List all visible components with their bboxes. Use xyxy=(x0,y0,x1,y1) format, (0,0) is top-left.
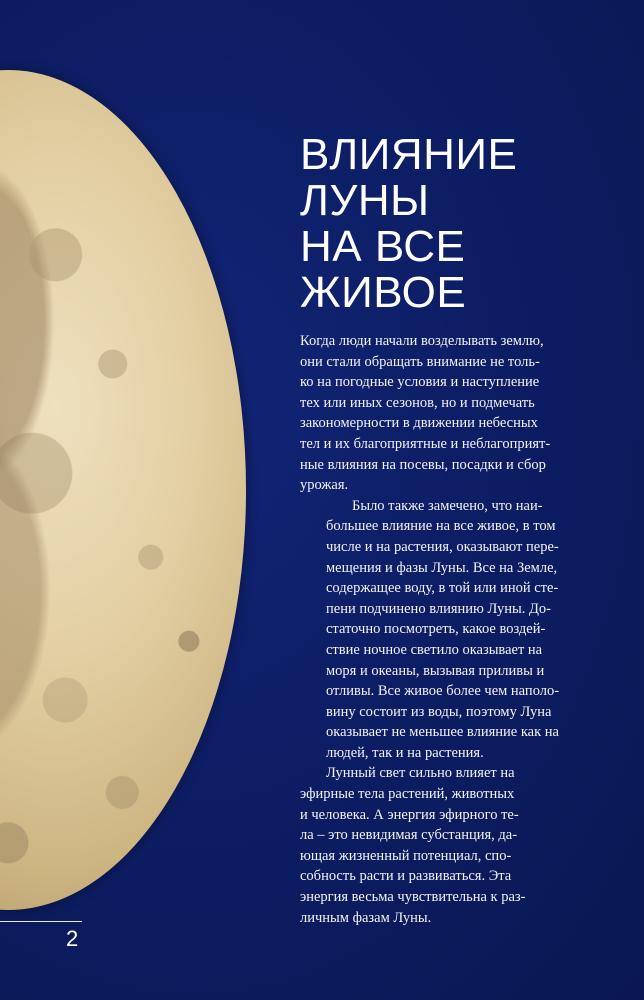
text-line: большее влияние на все живое, в том xyxy=(326,518,556,535)
text-line: они стали обращать внимание не толь- xyxy=(300,353,540,370)
text-line: ные влияния на посевы, посадки и сбор xyxy=(300,456,546,473)
text-line: ко на погодные условия и наступление xyxy=(300,374,540,391)
text-line: урожая. xyxy=(300,477,349,494)
text-line: людей, так и на растения. xyxy=(326,744,484,761)
text-line: вину состоит из воды, поэтому Луна xyxy=(326,703,552,720)
text-line: и человека. А энергия эфирного те- xyxy=(300,806,519,823)
title-line: ЖИВОЕ xyxy=(300,268,467,317)
text-line: эфирные тела растений, животных xyxy=(300,786,515,803)
text-line: пени подчинено влиянию Луны. До- xyxy=(326,600,551,617)
title-line: НА ВСЕ xyxy=(300,222,466,271)
text-line: содержащее воду, в той или иной сте- xyxy=(326,580,559,597)
text-line: тех или иных сезонов, но и подмечать xyxy=(300,394,535,411)
paragraph-1 xyxy=(300,331,592,496)
chapter-title xyxy=(300,132,517,316)
text-line: статочно посмотреть, какое воздей- xyxy=(326,621,546,638)
text-line: ла – это невидимая субстанция, да- xyxy=(300,827,518,844)
text-line: тел и их благоприятные и неблагоприят- xyxy=(300,435,551,452)
text-line: личным фазам Луны. xyxy=(300,909,432,926)
text-line: ющая жизненный потенциал, спо- xyxy=(300,847,512,864)
text-line: моря и океаны, вызывая приливы и xyxy=(326,662,545,679)
title-line: ВЛИЯНИЕ xyxy=(300,130,518,179)
moon-illustration xyxy=(0,70,246,910)
text-line: закономерности в движении небесных xyxy=(300,415,538,432)
body-text xyxy=(300,331,592,928)
text-line: ствие ночное светило оказывает на xyxy=(326,641,543,658)
text-line: мещения и фазы Луны. Все на Земле, xyxy=(326,559,558,576)
text-line: числе и на растения, оказывают пере- xyxy=(326,538,559,555)
page-number: 2 xyxy=(66,926,79,951)
text-line: отливы. Все живое более чем наполо- xyxy=(326,683,560,700)
footer-rule xyxy=(0,921,82,922)
text-line: Было также замечено, что наи- xyxy=(352,497,543,514)
paragraph-2 xyxy=(300,496,592,764)
paragraph-3 xyxy=(300,763,592,928)
text-line: собность расти и развиваться. Эта xyxy=(300,868,512,885)
text-line: Когда люди начали возделывать землю, xyxy=(300,333,544,349)
text-line: оказывает не меньшее влияние как на xyxy=(326,724,559,741)
text-line: Лунный свет сильно влияет на xyxy=(326,765,515,782)
title-line: ЛУНЫ xyxy=(300,176,430,225)
text-line: энергия весьма чувствительна к раз- xyxy=(300,889,526,906)
